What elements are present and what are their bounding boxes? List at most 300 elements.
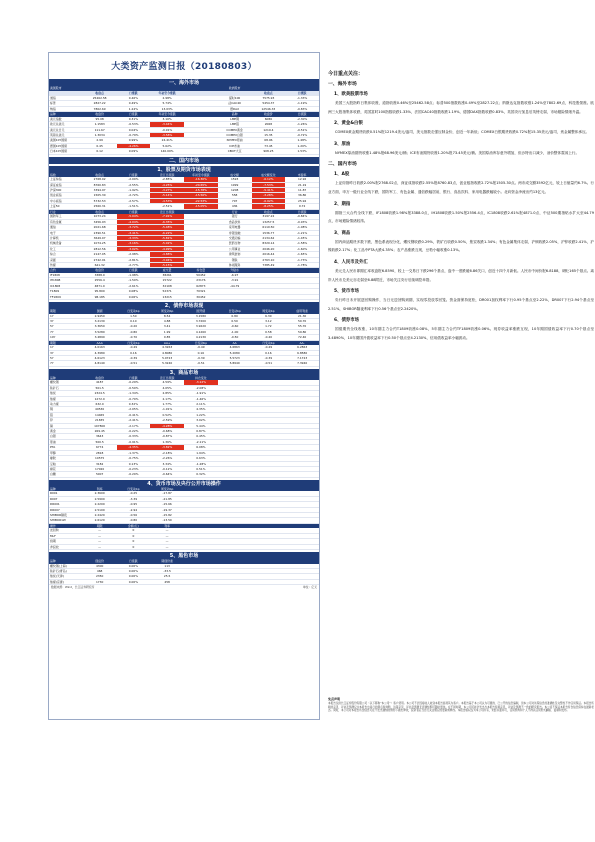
table-cell: 9.72 bbox=[285, 204, 319, 209]
table-cell: 98.185 bbox=[83, 294, 117, 299]
commentary-p8-title: 5、货币市场 bbox=[334, 289, 360, 295]
table-cell: 信用利差 bbox=[285, 309, 319, 314]
table-cell: 6774 bbox=[83, 445, 117, 450]
table-cell: 8329.14 bbox=[252, 241, 286, 246]
table-cell: 52371 bbox=[150, 289, 184, 294]
table-cell: 3.1580 bbox=[184, 314, 218, 319]
table-cell: 1505.30 bbox=[83, 193, 117, 198]
table-cell: 市盈率 bbox=[285, 173, 319, 178]
table-cell: 有色金属 bbox=[49, 219, 83, 224]
table-cell: 近五日涨跌 bbox=[150, 210, 184, 215]
table-cell: -5.48% bbox=[150, 225, 184, 230]
table-cell: -3.94% bbox=[150, 257, 184, 262]
table-cell: -1.50% bbox=[117, 278, 151, 283]
table-cell: 德国10Y国债 bbox=[49, 143, 83, 148]
table-cell: 道指 bbox=[49, 96, 83, 101]
table-cell: 2134.62 bbox=[252, 235, 286, 240]
table-cell: 4.3263 bbox=[150, 345, 184, 350]
table-cell: 50.70 bbox=[285, 318, 319, 323]
commentary-p5-title: 2、期指 bbox=[334, 201, 351, 207]
table-cell: 0.13% bbox=[117, 461, 151, 466]
table-cell: 现货价 bbox=[83, 559, 117, 564]
table-cell: -4.99% bbox=[150, 246, 184, 251]
table-cell: 收盘价 bbox=[83, 268, 117, 273]
table-cell: 95.08 bbox=[83, 117, 117, 122]
table-cell: -0.23% bbox=[117, 466, 151, 471]
table-cell bbox=[218, 294, 252, 299]
table-cell: 日涨跌 bbox=[117, 210, 151, 215]
table-cell: -2.17% bbox=[117, 423, 151, 428]
commentary-p4: 上证综指昨日收跌2.00%报2768.02点，深证成指收跌2.55%报8760.83点，创业板指收跌2.72%报1505.30点。两市成交额3592亿元，较上日缩量约6.7%。行业方面，申万一级行业全线下跌，国防军工、有色金属、通信跌幅居前，银行、食品饮料、家用电器跌幅较小。北向资金净流出约13亿元。 bbox=[328, 181, 594, 194]
table-cell: 品种 bbox=[49, 376, 83, 381]
table-cell: — bbox=[83, 528, 117, 533]
table-cell: 机械设备 bbox=[49, 241, 83, 246]
table-cell: 上证50 bbox=[49, 204, 83, 209]
table-cell: 行业 bbox=[218, 210, 252, 215]
table-cell: -3.33% bbox=[117, 235, 151, 240]
table-cell: -4.28% bbox=[150, 423, 184, 428]
table-cell: -16.30% bbox=[184, 177, 218, 182]
table-cell: -0.64% bbox=[150, 472, 184, 477]
table-cell bbox=[285, 472, 319, 477]
table-cell: 食品饮料 bbox=[218, 219, 252, 224]
table-cell: 持仓变化 bbox=[184, 376, 218, 381]
table-cell: -2.11% bbox=[184, 439, 218, 444]
table-cell: 1219.4 bbox=[252, 127, 286, 132]
table-cell bbox=[285, 294, 319, 299]
table-cell: 日涨跌 bbox=[285, 210, 319, 215]
table-cell: -4.35% bbox=[117, 445, 151, 450]
table-cell: -3.12% bbox=[184, 380, 218, 385]
table-cell: 1593 bbox=[218, 177, 252, 182]
table-cell: -0.40 bbox=[252, 335, 286, 340]
table-cell: -1.58% bbox=[285, 241, 319, 246]
table-cell: — bbox=[150, 539, 184, 544]
table-cell: 1208 bbox=[218, 188, 252, 193]
table-cell: 3.02% bbox=[184, 418, 218, 423]
table-cell: 利率 bbox=[150, 524, 184, 529]
table-cell: -0.70 bbox=[117, 335, 151, 340]
table-cell: 2.17% bbox=[150, 396, 184, 401]
table-cell: 期限 bbox=[83, 524, 117, 529]
table-cell: 棉花 bbox=[49, 466, 83, 471]
table-cell: 2818 bbox=[83, 450, 117, 455]
table-row bbox=[49, 149, 319, 154]
table-cell: -6.22% bbox=[150, 230, 184, 235]
table-cell bbox=[184, 262, 218, 267]
table-cell: MLF bbox=[49, 533, 83, 538]
data-panel bbox=[48, 52, 320, 720]
table-cell: 5.0723 bbox=[150, 356, 184, 361]
table-cell: -3.72% bbox=[117, 225, 151, 230]
table-cell: 逆回购 bbox=[49, 528, 83, 533]
table-cell: 10Y bbox=[49, 335, 83, 340]
table-cell bbox=[285, 579, 319, 584]
table-cell bbox=[184, 106, 218, 111]
table-cell: 美国10Y国债 bbox=[49, 138, 83, 143]
table-cell: 螺纹钢(上海) bbox=[49, 564, 83, 569]
table-cell bbox=[252, 579, 286, 584]
table-cell: 2763.10 bbox=[252, 257, 286, 262]
table-cell: -6.12% bbox=[252, 177, 286, 182]
table-cell: 日涨跌 bbox=[285, 112, 319, 117]
table-cell: 3182 bbox=[83, 461, 117, 466]
table-cell: 年初至今涨跌 bbox=[150, 91, 184, 96]
table-cell: 白银 bbox=[49, 434, 83, 439]
commentary-p1-title: 1、欧美股票市场 bbox=[334, 92, 368, 97]
table-cell: -2.41% bbox=[117, 418, 151, 423]
table-cell: 年初至今涨跌 bbox=[150, 112, 184, 117]
table-cell: -0.25 bbox=[117, 491, 151, 496]
table-cell: 12.92 bbox=[285, 177, 319, 182]
table-cell: — bbox=[150, 528, 184, 533]
table-cell: 32108 bbox=[150, 283, 184, 288]
table-cell: -0.91% bbox=[150, 127, 184, 132]
table-cell: 25462.58 bbox=[83, 96, 117, 101]
table-cell: 日变动bp bbox=[117, 341, 151, 346]
table-cell: 70321 bbox=[184, 289, 218, 294]
table-cell: -6.35% bbox=[150, 219, 184, 224]
commentary-p1: 美国三大股指昨日集体收涨，道指收涨0.46%至25462.58点；标普500指数收涨0.49%至2827.22点；纳斯达克指数收涨1.24%至7802.69点，科技股领涨。欧洲三大股指集体收跌，英国富时100指数收跌1.33%，法国CAC40指数收跌1.19%，德国DAX指数收跌0.83%，英国央行加息后英镑走弱，市场避险情绪升温。 bbox=[328, 101, 594, 114]
table-cell: -3.44% bbox=[150, 122, 184, 127]
table-cell: 1.36% bbox=[150, 439, 184, 444]
table-cell: 2147.05 bbox=[83, 252, 117, 257]
table-cell: 0.31% bbox=[117, 117, 151, 122]
table-cell: 铁矿石 bbox=[49, 385, 83, 390]
table-cell: 908.25 bbox=[252, 149, 286, 154]
table-cell: 1.3034 bbox=[83, 133, 117, 138]
table-cell: -0.83% bbox=[285, 106, 319, 111]
table-cell: 3.9220 bbox=[184, 324, 218, 329]
table-cell: 3.10% bbox=[150, 117, 184, 122]
table-cell: 1.53% bbox=[285, 149, 319, 154]
table-cell: 2.5100 bbox=[83, 507, 117, 512]
table-cell: 4187 bbox=[83, 380, 117, 385]
table-cell: 采掘 bbox=[49, 257, 83, 262]
table-cell: 收盘价 bbox=[83, 112, 117, 117]
table-cell: 净投放 bbox=[49, 544, 83, 549]
commentary-p6: 国内商品期货多数下跌，黑色系表现分化，螺纹钢收跌0.29%，铁矿石收跌0.50%，焦炭收跌1.34%；有色金属集体走弱，沪铜收跌2.05%，沪锌收跌2.41%，沪镍收跌2.17%；化工品中PTA大跌4.35%；农产品涨跌互现，豆粕小幅收涨0.13%。 bbox=[328, 239, 594, 253]
table-cell: 收盘点 bbox=[252, 91, 286, 96]
unit-note: 单位：亿元 bbox=[303, 585, 317, 590]
table-cell: -0.50 bbox=[218, 335, 252, 340]
table-cell: 55.70 bbox=[285, 324, 319, 329]
table-cell: 欧元兑美元 bbox=[49, 122, 83, 127]
table-cell: -33.5 bbox=[150, 568, 184, 573]
table-cell: 0.99% bbox=[117, 138, 151, 143]
table-cell: -5.41% bbox=[252, 188, 286, 193]
table-row bbox=[49, 262, 319, 267]
table-cell: -0.51 bbox=[252, 361, 286, 366]
table-cell: -1.98% bbox=[117, 273, 151, 278]
table-cell: 标普 bbox=[49, 101, 83, 106]
table-cell: 品种 bbox=[49, 559, 83, 564]
table-cell: 焦炭 bbox=[49, 391, 83, 396]
table-cell: -0.79% bbox=[117, 133, 151, 138]
table-cell: 7385.49 bbox=[252, 262, 286, 267]
table-cell: 上证综指 bbox=[49, 177, 83, 182]
table-cell: 指数 bbox=[49, 173, 83, 178]
table-cell: 0.32% bbox=[184, 472, 218, 477]
table-cell: 周变动bp bbox=[252, 309, 286, 314]
table-cell: 9.09% bbox=[117, 149, 151, 154]
table-cell: 36.80 bbox=[285, 193, 319, 198]
table-cell: 2827.22 bbox=[83, 101, 117, 106]
table-cell: 4.88 bbox=[150, 318, 184, 323]
table-row bbox=[49, 472, 319, 477]
table-cell: -0.93% bbox=[285, 219, 319, 224]
table-cell: -4.04% bbox=[117, 219, 151, 224]
table-cell: 6.2863 bbox=[285, 345, 319, 350]
table-cell: 收盘价 bbox=[83, 376, 117, 381]
table-cell: 3456.93 bbox=[83, 219, 117, 224]
table-cell: 化工 bbox=[49, 246, 83, 251]
commentary-p8: 央行昨日未开展逆回购操作，当日无逆回购到期，实现零投放零回笼。资金面保持宽松，DR001加权利率下行0.95个基点至2.22%，DR007下行2.94个基点至2.51%，SHIBOR隔夜利率下行0.56个基点至2.2420%。 bbox=[328, 298, 594, 311]
table-cell: 2.2420 bbox=[83, 512, 117, 517]
table-cell: 1.50 bbox=[117, 314, 151, 319]
table-cell: 休闲服务 bbox=[218, 262, 252, 267]
table-cell: — bbox=[83, 539, 117, 544]
table-cell: -3.02% bbox=[117, 246, 151, 251]
table-cell bbox=[184, 544, 218, 549]
table-cell: 行业 bbox=[49, 210, 83, 215]
table-cell: TF1809 bbox=[49, 294, 83, 299]
table-cell: 0.10 bbox=[117, 318, 151, 323]
table-cell: -0.56 bbox=[117, 512, 151, 517]
table-cell: 到期 bbox=[49, 539, 83, 544]
table-cell: 5Y bbox=[49, 324, 83, 329]
table-cell: -0.51 bbox=[184, 361, 218, 366]
table-cell: -1.51% bbox=[117, 204, 151, 209]
table-cell: 1074.25 bbox=[83, 241, 117, 246]
table-cell: 2350 bbox=[83, 574, 117, 579]
table-cell bbox=[184, 579, 218, 584]
table-cell: -2.59% bbox=[150, 418, 184, 423]
table-cell: 0.87% bbox=[184, 429, 218, 434]
table-cell: -2.57% bbox=[117, 198, 151, 203]
table-cell: 0.45% bbox=[184, 434, 218, 439]
table-cell: R001 bbox=[49, 491, 83, 496]
table-cell: 非银金融 bbox=[218, 230, 252, 235]
table-cell: -6.92% bbox=[252, 198, 286, 203]
table-cell: 1Y bbox=[49, 314, 83, 319]
table-cell: 日涨跌 bbox=[117, 268, 151, 273]
table-cell: -0.80 bbox=[117, 329, 151, 334]
table-cell: 美元指数 bbox=[49, 117, 83, 122]
table-cell: 0.49% bbox=[117, 101, 151, 106]
table-cell: 4.05% bbox=[150, 385, 184, 390]
table-cell: COMEX黄金 bbox=[218, 127, 252, 132]
table-cell: -4.88% bbox=[150, 252, 184, 257]
table-a-share bbox=[49, 173, 319, 210]
table-cell: -22.53% bbox=[184, 198, 218, 203]
table-cell: 4.1260 bbox=[184, 329, 218, 334]
table-cell: 3Y bbox=[49, 318, 83, 323]
table-cell: 0.52% bbox=[150, 412, 184, 417]
table-cell bbox=[252, 544, 286, 549]
table-cell: IF1808 bbox=[49, 273, 83, 278]
table-cell: 7Y bbox=[49, 329, 83, 334]
table-cell: -0.51% bbox=[285, 127, 319, 132]
table-cell: 8760.83 bbox=[83, 182, 117, 187]
table-cell: -0.70% bbox=[117, 396, 151, 401]
table-cell: 5454.37 bbox=[252, 101, 286, 106]
table-cell: 641.32 bbox=[83, 262, 117, 267]
table-cell: 近五日涨跌 bbox=[150, 173, 184, 178]
table-cell: 7575.93 bbox=[252, 96, 286, 101]
table-cell: 4871.0 bbox=[83, 283, 117, 288]
table-cell: 0 bbox=[117, 528, 151, 533]
table-cell: 0.85 bbox=[150, 335, 184, 340]
table-cell: 收盘价 bbox=[252, 112, 286, 117]
left-note bbox=[49, 585, 319, 590]
table-cell: 30452 bbox=[184, 294, 218, 299]
table-overseas-assets bbox=[49, 112, 319, 154]
table-cell: 111.67 bbox=[83, 127, 117, 132]
table-cell: 3.5280 bbox=[83, 329, 117, 334]
table-cell: 5.5723 bbox=[218, 356, 252, 361]
table-cell: 38261 bbox=[150, 273, 184, 278]
table-cell: 医药生物 bbox=[218, 241, 252, 246]
table-cell: 日本10Y国债 bbox=[49, 149, 83, 154]
table-cell: 4.8080 bbox=[150, 350, 184, 355]
table-cell: -17.87 bbox=[150, 491, 184, 496]
table-cell: 4300 bbox=[83, 564, 117, 569]
table-cell: 日变动bp bbox=[252, 341, 286, 346]
table-cell: -15.56% bbox=[184, 193, 218, 198]
table-industry bbox=[49, 210, 319, 269]
table-cell: 1272.0 bbox=[83, 396, 117, 401]
table-cell: 0.08% bbox=[117, 289, 151, 294]
table-cell: 欧洲股市 bbox=[218, 86, 252, 91]
table-cell: 2556.4 bbox=[83, 278, 117, 283]
table-cell: 14465 bbox=[83, 412, 117, 417]
commentary-p3: NYMEX原油期货收涨1.48%报68.96美元/桶；ICE布油期货收涨1.20%报73.45美元/桶。美国原油库存意外增加，但沙特出口减少，油价整体震荡上行。 bbox=[335, 150, 580, 155]
commentary-domestic-heading: 二、国内市场 bbox=[328, 162, 357, 168]
table-cell: -2.81% bbox=[117, 257, 151, 262]
table-cell: 成交量 bbox=[150, 268, 184, 273]
table-cell: -0.39 bbox=[184, 356, 218, 361]
table-cell: 周变动bp bbox=[150, 487, 184, 492]
table-cell: 综合 bbox=[49, 252, 83, 257]
table-cell: -2.26% bbox=[150, 456, 184, 461]
table-cell: 6.30 bbox=[252, 314, 286, 319]
table-cell: 2016.44 bbox=[252, 252, 286, 257]
table-cell: 5.3240 bbox=[150, 361, 184, 366]
section-overseas: 一、海外市场 bbox=[49, 79, 319, 86]
table-cell: 25.94 bbox=[285, 198, 319, 203]
table-cell: -1.46% bbox=[184, 396, 218, 401]
table-cell: 2.3600 bbox=[83, 491, 117, 496]
table-cell: 0.58 bbox=[252, 329, 286, 334]
table-cell bbox=[184, 518, 218, 523]
commentary-p3-title: 3、原油 bbox=[334, 141, 351, 147]
table-cell: 周变动bp bbox=[150, 309, 184, 314]
table-cell: -1.78% bbox=[285, 262, 319, 267]
table-cell: 深证成指 bbox=[49, 182, 83, 187]
table-cell: 6119.50 bbox=[252, 225, 286, 230]
table-omo bbox=[49, 524, 319, 550]
table-cell: -3.39 bbox=[117, 496, 151, 501]
table-cell: 15.35 bbox=[252, 133, 286, 138]
table-us-stocks bbox=[49, 86, 319, 112]
table-cell: 近五日涨跌 bbox=[150, 376, 184, 381]
table-cell: 3388.0 bbox=[83, 273, 117, 278]
table-credit-bonds bbox=[49, 341, 319, 367]
table-cell: 3.4890 bbox=[83, 335, 117, 340]
table-cell: -0.39 bbox=[117, 356, 151, 361]
table-cell: 计算机 bbox=[49, 235, 83, 240]
table-cell: 6.8580 bbox=[285, 350, 319, 355]
table-cell: 美国股市 bbox=[49, 86, 83, 91]
table-cell: 电子 bbox=[49, 230, 83, 235]
table-cell: -0.33% bbox=[117, 434, 151, 439]
table-cell: -0.49 bbox=[117, 345, 151, 350]
table-cell: 2.85% bbox=[150, 391, 184, 396]
table-cell: AA- bbox=[285, 341, 319, 346]
table-cell: 3649.07 bbox=[83, 235, 117, 240]
table-cell: 0.00% bbox=[117, 568, 151, 573]
table-cell: 品种 bbox=[49, 487, 83, 492]
table-cell: 焦炭(天津) bbox=[49, 574, 83, 579]
table-cell: 269.45 bbox=[83, 429, 117, 434]
table-cell: 62873 bbox=[184, 283, 218, 288]
table-row bbox=[49, 294, 319, 299]
table-cell: 合约 bbox=[49, 268, 83, 273]
table-cell: PTA bbox=[49, 445, 83, 450]
table-cell: 5.2080 bbox=[218, 350, 252, 355]
table-cell: 23176 bbox=[184, 278, 218, 283]
table-cell: -15.82 bbox=[150, 512, 184, 517]
table-cell: -2.30% bbox=[285, 117, 319, 122]
table-black bbox=[49, 559, 319, 585]
table-cell: 1536.77 bbox=[252, 230, 286, 235]
table-cell: 3.3650 bbox=[83, 324, 117, 329]
table-cell: 0.04% bbox=[117, 127, 151, 132]
table-cell: -3.58% bbox=[150, 133, 184, 138]
table-cell: 镍 bbox=[49, 423, 83, 428]
table-cell: 15722 bbox=[150, 278, 184, 283]
table-cell: 日变动bp bbox=[184, 341, 218, 346]
table-row bbox=[49, 518, 319, 523]
table-cell: -21.85 bbox=[150, 496, 184, 501]
table-cell: 13215 bbox=[150, 294, 184, 299]
table-cell: 5007 bbox=[83, 472, 117, 477]
commentary-p4-title: 1、A股 bbox=[334, 172, 350, 178]
table-cell: — bbox=[83, 533, 117, 538]
table-cell bbox=[218, 579, 252, 584]
table-row bbox=[49, 361, 319, 366]
table-cell: 5.8940 bbox=[218, 361, 252, 366]
table-cell: -1.08% bbox=[285, 225, 319, 230]
table-cell: 3.12 bbox=[252, 318, 286, 323]
table-cell: 品种 bbox=[49, 112, 83, 117]
table-cell: 2.2200 bbox=[83, 502, 117, 507]
table-cell: IH1808 bbox=[49, 278, 83, 283]
table-cell: 国开债 bbox=[184, 309, 218, 314]
table-cell: 交通运输 bbox=[218, 235, 252, 240]
table-cell: 0.46% bbox=[117, 96, 151, 101]
table-row bbox=[49, 544, 319, 549]
table-cell: 国防军工 bbox=[49, 214, 83, 219]
table-cell: -15.66 bbox=[150, 502, 184, 507]
table-cell: 螺纹钢 bbox=[49, 380, 83, 385]
table-cell: -2.00% bbox=[117, 177, 151, 182]
table-cell: 5.74% bbox=[150, 101, 184, 106]
table-cell: -0.91% bbox=[117, 439, 151, 444]
table-cell: 国债 bbox=[83, 309, 117, 314]
table-cell: NYMEX原油 bbox=[218, 138, 252, 143]
